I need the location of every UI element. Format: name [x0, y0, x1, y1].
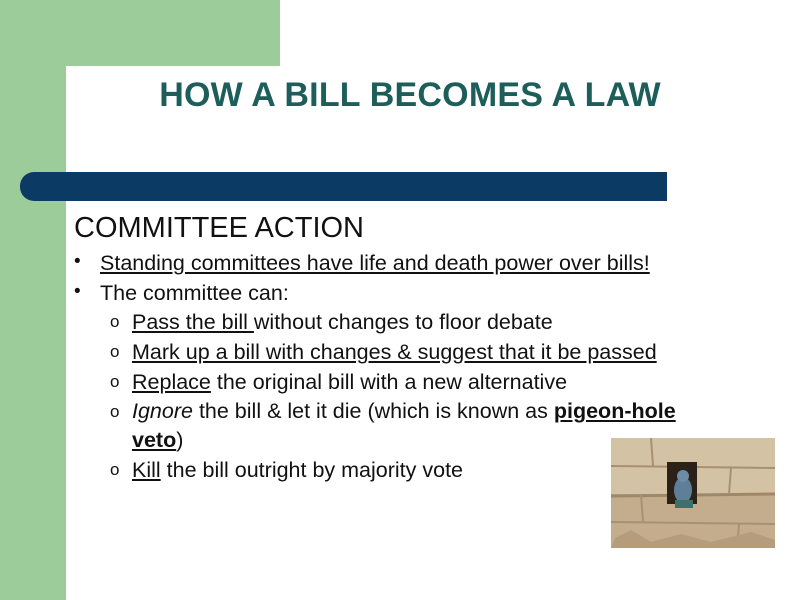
option-lead: Ignore: [132, 399, 193, 423]
top-green-block: [0, 0, 280, 66]
title-divider-bar: [20, 172, 667, 201]
sub-bullet-marker: o: [110, 372, 120, 391]
slide-title: HOW A BILL BECOMES A LAW: [159, 76, 661, 114]
sub-bullet-marker: o: [110, 342, 120, 361]
bullet-text-committee-can: The committee can:: [100, 281, 289, 305]
sub-bullet-marker: o: [110, 460, 120, 479]
pigeon-hole-photo: [611, 438, 775, 548]
bullet-marker: •: [74, 251, 81, 272]
option-lead: Pass the bill: [132, 310, 254, 334]
bullet-marker: •: [74, 281, 81, 302]
option-pass-the-bill: [132, 309, 553, 335]
option-kill: [132, 457, 463, 483]
option-rest: the bill & let it die (which is known as: [192, 399, 554, 423]
left-green-bar: [0, 0, 66, 600]
section-heading: COMMITTEE ACTION: [74, 212, 364, 244]
sub-bullet-marker: o: [110, 312, 120, 331]
option-rest: without changes to floor debate: [253, 310, 553, 334]
option-lead: Kill: [132, 458, 161, 482]
option-replace: [132, 369, 567, 395]
term-pigeon-hole: pigeon-hole: [553, 399, 676, 423]
bullet-text-standing-committees: Standing committees have life and death power over bills!: [100, 251, 650, 275]
option-mark-up: Mark up a bill with changes & suggest that it be passed: [132, 340, 657, 364]
option-rest: the original bill with a new alternative: [210, 370, 568, 394]
option-close: ): [176, 428, 184, 452]
option-ignore-line-1: [132, 398, 676, 424]
option-lead: Replace: [132, 370, 211, 394]
option-rest: the bill outright by majority vote: [160, 458, 464, 482]
option-ignore-line-2: [132, 427, 183, 453]
term-veto: veto: [132, 428, 177, 452]
sub-bullet-marker: o: [110, 402, 120, 421]
